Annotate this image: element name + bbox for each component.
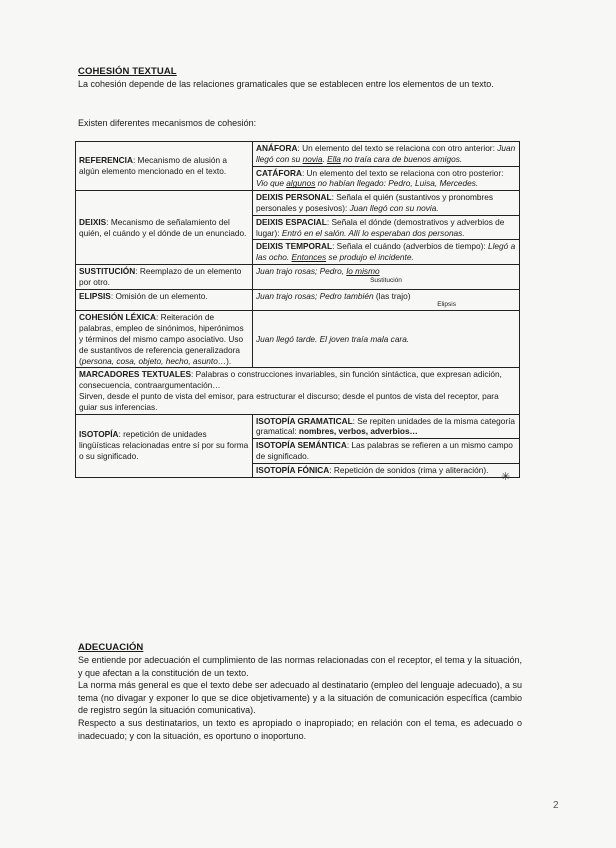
- row-referencia: [76, 142, 520, 167]
- deixis-temporal-term: DEIXIS TEMPORAL: [256, 241, 333, 252]
- page-number: 2: [553, 800, 559, 811]
- cohesion-table: [75, 141, 520, 478]
- marcadores-def: : Palabras o construcciones invariables, sin función sintáctica, que expresan adición, consecuencia, contraargumentación…: [79, 369, 502, 391]
- isotopia-def: : repetición de unidades lingüísticas relacionadas entre sí por su forma o su significado.: [79, 429, 249, 461]
- anafora-example-3: no traía cara de buenos amigos.: [340, 153, 463, 164]
- isotopia-cell: [76, 414, 253, 477]
- row-deixis: [76, 191, 520, 216]
- isotopia-sem-term: ISOTOPÍA SEMÁNTICA: [256, 440, 347, 451]
- deixis-espacial-term: DEIXIS ESPACIAL: [256, 216, 327, 227]
- isotopia-gram-list: nombres, verbos, adverbios…: [298, 426, 418, 437]
- deixis-personal-term: DEIXIS PERSONAL: [256, 192, 332, 203]
- isotopia-term: ISOTOPÍA: [79, 429, 119, 440]
- adecuacion-title: ADECUACIÓN: [78, 642, 144, 653]
- isotopia-fon-cell: [253, 463, 520, 477]
- sustitucion-note: Sustitución: [370, 276, 402, 284]
- adecuacion-p1: Se entiende por adecuación el cumplimiento de las normas relacionadas con el receptor, el tema y la situación, y que afectan a la constitución de un texto.: [78, 655, 522, 678]
- sustitucion-term: SUSTITUCIÓN: [79, 265, 136, 276]
- lexica-example-cell: [253, 311, 520, 368]
- deixis-temporal-def: : Señala el cuándo (adverbios de tiempo):: [332, 241, 488, 252]
- catafora-example-2: no habían llegado: Pedro, Luisa, Mercedes.: [315, 178, 479, 189]
- sustitucion-example-cell: [253, 264, 520, 289]
- deixis-personal-def: : Señala el quién (sustantivos y pronombres personales y posesivos):: [256, 192, 494, 213]
- anafora-example-u1: novia: [302, 153, 323, 164]
- deixis-personal-example: Juan llegó con su novia.: [349, 202, 439, 213]
- referencia-cell: [76, 142, 253, 191]
- anafora-term: ANÁFORA: [256, 143, 298, 153]
- lexica-example: Juan llegó tarde. El joven traía mala cara.: [256, 333, 410, 344]
- deixis-temporal-cell: [253, 240, 520, 265]
- deixis-espacial-def: : Señala el dónde (demostrativos y adverbios de lugar):: [256, 216, 505, 238]
- deixis-def: : Mecanismo de señalamiento del quién, el cuándo y el dónde de un enunciado.: [79, 216, 247, 238]
- adecuacion-p2: La norma más general es que el texto debe ser adecuado al destinatario (empleo del lenguaje adecuado), a su tema (no divagar y exponer lo que se dice objetivamente) y a la situación de comunicación específica (cambio de registro según la situación comunicativa).: [78, 680, 522, 715]
- deixis-cell: [76, 191, 253, 265]
- catafora-example-u: algunos: [286, 178, 316, 189]
- isotopia-gram-term: ISOTOPÍA GRAMATICAL: [256, 415, 353, 426]
- elipsis-term: ELIPSIS: [79, 290, 111, 301]
- deixis-temporal-example: Llegó a las ocho.: [256, 241, 516, 263]
- adecuacion-p3: Respecto a sus destinatarios, un texto es apropiado o inapropiado; en relación con el tema, es adecuado o inadecuado; y con la situación, es oportuno o inoportuno.: [78, 718, 522, 741]
- row-marcadores: [76, 368, 520, 414]
- isotopia-gram-def: : Se repiten unidades de la misma categoría gramatical:: [256, 415, 516, 437]
- isotopia-sem-cell: [253, 439, 520, 464]
- isotopia-fon-def: : Repetición de sonidos (rima y aliteración).: [329, 464, 489, 475]
- sustitucion-example: Juan trajo rosas; Pedro,: [256, 265, 347, 276]
- elipsis-def: : Omisión de un elemento.: [110, 290, 208, 301]
- row-isotopia: [76, 414, 520, 439]
- anafora-example-u2: Ella: [327, 153, 341, 164]
- deixis-espacial-cell: [253, 215, 520, 240]
- margin-mark: ✳: [501, 471, 511, 483]
- lexica-term: COHESIÓN LÉXICA: [79, 312, 156, 323]
- catafora-example: Vio que: [256, 178, 287, 189]
- row-lexica: [76, 311, 520, 368]
- elipsis-example-2: (las trajo): [373, 290, 411, 301]
- sustitucion-def: : Reemplazo de un elemento por otro.: [79, 265, 242, 287]
- sustitucion-example-u: lo mismo: [346, 265, 380, 276]
- lexica-def: : Reiteración de palabras, empleo de sinónimos, hiperónimos y términos del mismo campo asociativo. Uso de sustantivos de referencia generalizadora (: [79, 312, 244, 366]
- isotopia-sem-def: : Las palabras se refieren a un mismo campo de significado.: [256, 440, 513, 461]
- row-sustitucion: [76, 264, 520, 289]
- marcadores-term: MARCADORES TEXTUALES: [79, 369, 192, 380]
- deixis-temporal-example-u: Entonces: [291, 252, 327, 263]
- catafora-term: CATÁFORA: [256, 167, 302, 178]
- sustitucion-cell: [76, 264, 253, 289]
- isotopia-gram-cell: [253, 414, 520, 439]
- lexica-cell: [76, 311, 253, 368]
- row-elipsis: [76, 289, 520, 311]
- cohesion-intro: La cohesión depende de las relaciones gramaticales que se establecen entre los elementos de un texto.: [78, 79, 494, 89]
- isotopia-fon-term: ISOTOPÍA FÓNICA: [256, 464, 330, 475]
- deixis-term: DEIXIS: [79, 216, 107, 227]
- anafora-example: Juan llegó con su: [256, 143, 516, 164]
- elipsis-example: Juan trajo rosas; Pedro también: [256, 290, 374, 301]
- anafora-def: : Un elemento del texto se relaciona con otro anterior:: [297, 143, 498, 153]
- anafora-cell: [253, 142, 520, 167]
- marcadores-def2: Sirven, desde el punto de vista del emisor, para estructurar el discurso; desde el puntos de vista del receptor, para guiar sus inferencias.: [79, 390, 499, 412]
- elipsis-note: Elipsis: [437, 301, 456, 309]
- lexica-def-end: ).: [226, 355, 232, 366]
- deixis-personal-cell: [253, 191, 520, 216]
- anafora-example-2: .: [322, 153, 328, 164]
- lexica-list: persona, cosa, objeto, hecho, asunto…: [81, 355, 227, 366]
- catafora-cell: [253, 166, 520, 191]
- cohesion-title: COHESIÓN TEXTUAL: [78, 66, 177, 77]
- catafora-def: : Un elemento del texto se relaciona con otro posterior:: [301, 167, 504, 178]
- deixis-temporal-example-2: se produjo el incidente.: [326, 252, 414, 263]
- deixis-espacial-example: Entró en el salón. Allí lo esperaban dos personas.: [281, 227, 465, 238]
- referencia-def: : Mecanismo de alusión a algún elemento mencionado en el texto.: [79, 155, 228, 177]
- marcadores-cell: [76, 368, 520, 414]
- referencia-term: REFERENCIA: [79, 155, 133, 166]
- elipsis-example-cell: [253, 289, 520, 311]
- cohesion-mechanisms: Existen diferentes mecanismos de cohesión:: [78, 118, 257, 128]
- elipsis-cell: [76, 289, 253, 311]
